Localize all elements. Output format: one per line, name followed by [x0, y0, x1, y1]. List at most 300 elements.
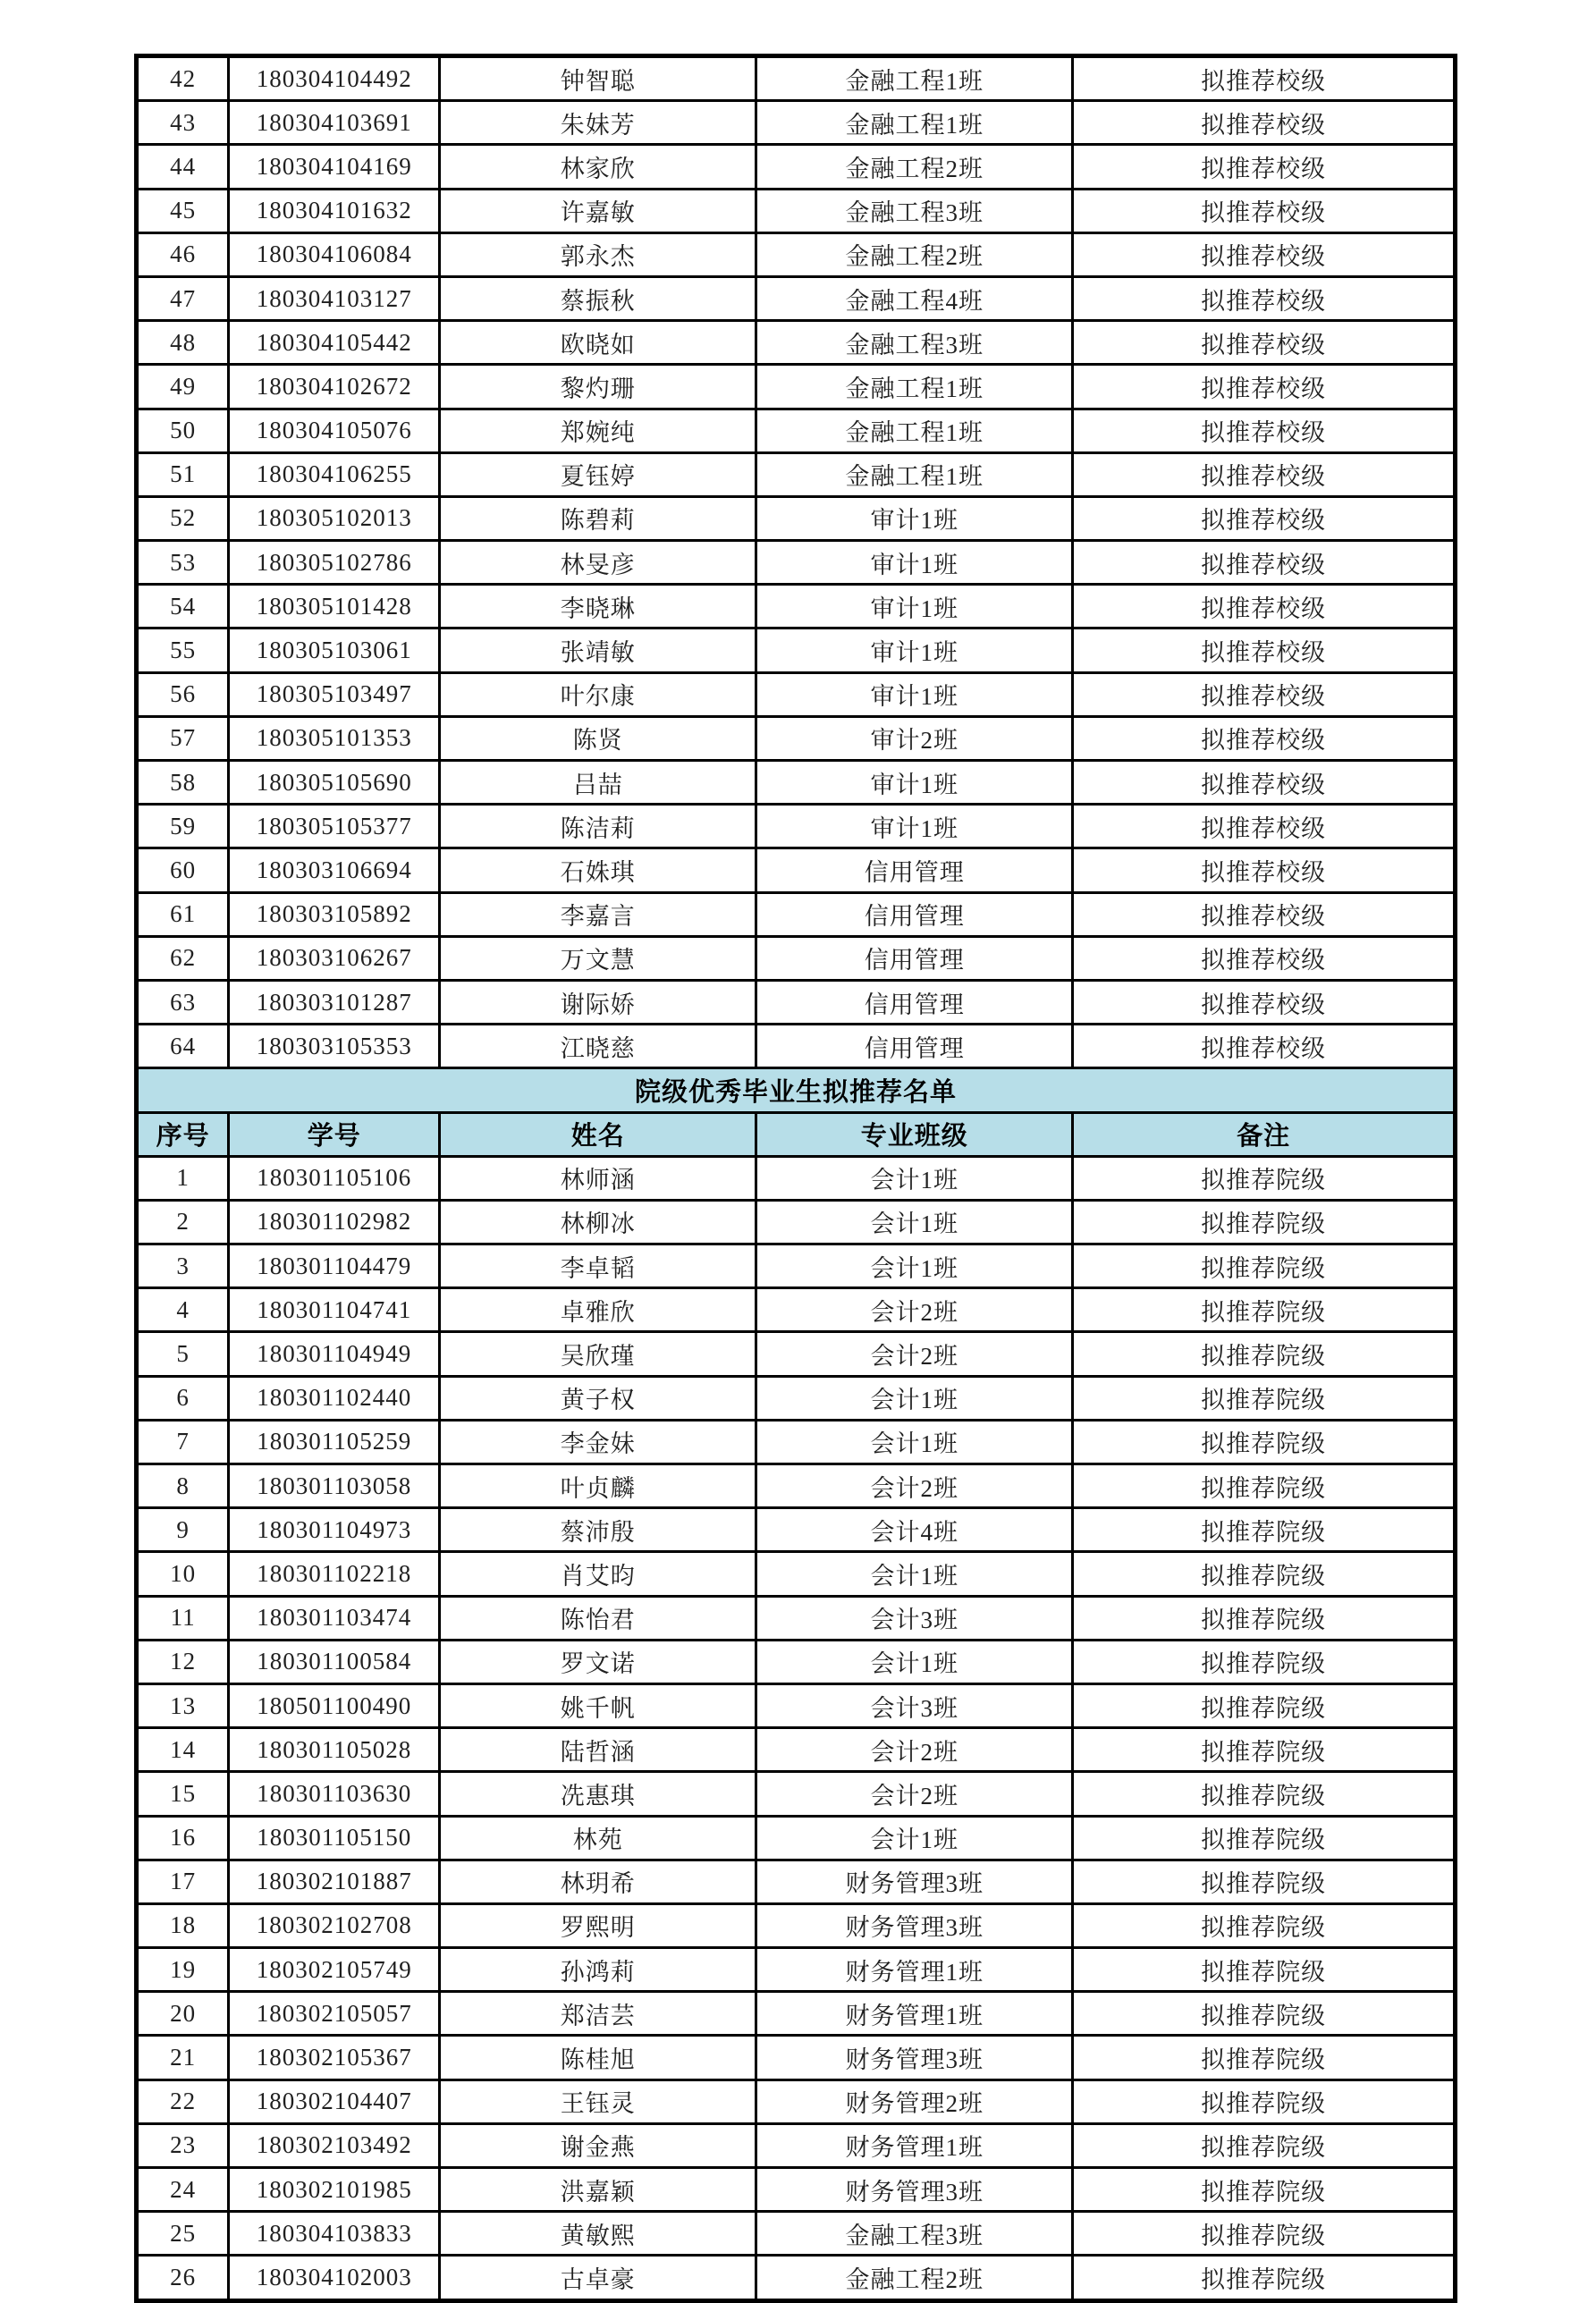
- student-name-cell: 冼惠琪: [440, 1772, 756, 1816]
- table-row: [137, 892, 1456, 936]
- student-id-cell: 180301104973: [229, 1508, 440, 1552]
- remark-cell: 拟推荐院级: [1073, 1772, 1456, 1816]
- student-name-cell: 林旻彦: [440, 541, 756, 585]
- table-row: [137, 56, 1456, 101]
- column-header-class: 专业班级: [756, 1112, 1073, 1156]
- student-id-cell: 180305101428: [229, 585, 440, 628]
- student-name-cell: 蔡沛殷: [440, 1508, 756, 1552]
- remark-cell: 拟推荐院级: [1073, 1156, 1456, 1200]
- row-number-cell: 5: [137, 1332, 229, 1376]
- row-number-cell: 6: [137, 1376, 229, 1420]
- table-row: [137, 936, 1456, 980]
- student-name-cell: 蔡振秋: [440, 276, 756, 320]
- remark-cell: 拟推荐校级: [1073, 892, 1456, 936]
- student-name-cell: 罗文诺: [440, 1640, 756, 1683]
- remark-cell: 拟推荐校级: [1073, 276, 1456, 320]
- student-name-cell: 江晓慈: [440, 1025, 756, 1068]
- table-row: [137, 1903, 1456, 1947]
- student-id-cell: 180305101353: [229, 716, 440, 760]
- remark-cell: 拟推荐院级: [1073, 1728, 1456, 1772]
- table-row: [137, 496, 1456, 540]
- student-id-cell: 180304103691: [229, 101, 440, 145]
- student-name-cell: 陈洁莉: [440, 805, 756, 848]
- student-id-cell: 180303105892: [229, 892, 440, 936]
- student-id-cell: 180301105259: [229, 1420, 440, 1464]
- class-cell: 会计2班: [756, 1728, 1073, 1772]
- class-cell: 财务管理2班: [756, 2079, 1073, 2123]
- student-id-cell: 180304105442: [229, 321, 440, 365]
- student-table: [134, 54, 1457, 2303]
- table-row: [137, 805, 1456, 848]
- student-name-cell: 谢际娇: [440, 980, 756, 1024]
- student-id-cell: 180302104407: [229, 2079, 440, 2123]
- row-number-cell: 7: [137, 1420, 229, 1464]
- table-row: [137, 1992, 1456, 2036]
- class-cell: 审计1班: [756, 805, 1073, 848]
- row-number-cell: 14: [137, 1728, 229, 1772]
- class-cell: 金融工程2班: [756, 2256, 1073, 2300]
- class-cell: 金融工程1班: [756, 452, 1073, 496]
- remark-cell: 拟推荐校级: [1073, 541, 1456, 585]
- section-title-row: [137, 1068, 1456, 1112]
- row-number-cell: 61: [137, 892, 229, 936]
- row-number-cell: 18: [137, 1903, 229, 1947]
- table-row: [137, 1156, 1456, 1200]
- class-cell: 会计3班: [756, 1596, 1073, 1640]
- table-row: [137, 2256, 1456, 2300]
- table-row: [137, 1025, 1456, 1068]
- class-cell: 会计1班: [756, 1816, 1073, 1860]
- student-name-cell: 朱妹芳: [440, 101, 756, 145]
- student-id-cell: 180301102440: [229, 1376, 440, 1420]
- row-number-cell: 43: [137, 101, 229, 145]
- row-number-cell: 13: [137, 1683, 229, 1727]
- column-header-student-name: 姓名: [440, 1112, 756, 1156]
- remark-cell: 拟推荐院级: [1073, 1992, 1456, 2036]
- class-cell: 财务管理3班: [756, 2168, 1073, 2212]
- student-name-cell: 吕喆: [440, 761, 756, 805]
- remark-cell: 拟推荐校级: [1073, 409, 1456, 452]
- student-name-cell: 陈碧莉: [440, 496, 756, 540]
- student-name-cell: 石姝琪: [440, 848, 756, 892]
- class-cell: 财务管理1班: [756, 1992, 1073, 2036]
- student-id-cell: 180305105690: [229, 761, 440, 805]
- student-table-body: [137, 56, 1456, 2301]
- row-number-cell: 53: [137, 541, 229, 585]
- table-row: [137, 232, 1456, 276]
- table-row: [137, 980, 1456, 1024]
- table-row: [137, 452, 1456, 496]
- student-name-cell: 钟智聪: [440, 56, 756, 101]
- row-number-cell: 56: [137, 672, 229, 716]
- student-name-cell: 张靖敏: [440, 628, 756, 672]
- student-id-cell: 180304104169: [229, 145, 440, 189]
- student-name-cell: 林师涵: [440, 1156, 756, 1200]
- student-name-cell: 林玥希: [440, 1860, 756, 1903]
- row-number-cell: 62: [137, 936, 229, 980]
- student-id-cell: 180301104741: [229, 1288, 440, 1332]
- table-row: [137, 2168, 1456, 2212]
- student-id-cell: 180305102786: [229, 541, 440, 585]
- table-row: [137, 628, 1456, 672]
- student-id-cell: 180302105749: [229, 1948, 440, 1992]
- student-id-cell: 180304102003: [229, 2256, 440, 2300]
- remark-cell: 拟推荐院级: [1073, 2079, 1456, 2123]
- remark-cell: 拟推荐院级: [1073, 1683, 1456, 1727]
- remark-cell: 拟推荐院级: [1073, 1244, 1456, 1288]
- student-id-cell: 180305103497: [229, 672, 440, 716]
- table-row: [137, 848, 1456, 892]
- student-id-cell: 180304106084: [229, 232, 440, 276]
- remark-cell: 拟推荐校级: [1073, 848, 1456, 892]
- class-cell: 金融工程1班: [756, 409, 1073, 452]
- class-cell: 财务管理3班: [756, 1903, 1073, 1947]
- table-row: [137, 1860, 1456, 1903]
- student-id-cell: 180304106255: [229, 452, 440, 496]
- student-id-cell: 180304101632: [229, 189, 440, 232]
- class-cell: 信用管理: [756, 892, 1073, 936]
- row-number-cell: 8: [137, 1464, 229, 1508]
- student-id-cell: 180301103058: [229, 1464, 440, 1508]
- column-header-row: [137, 1112, 1456, 1156]
- column-header-student-id: 学号: [229, 1112, 440, 1156]
- table-row: [137, 541, 1456, 585]
- table-row: [137, 1244, 1456, 1288]
- student-name-cell: 陈贤: [440, 716, 756, 760]
- row-number-cell: 44: [137, 145, 229, 189]
- student-name-cell: 李晓琳: [440, 585, 756, 628]
- row-number-cell: 45: [137, 189, 229, 232]
- class-cell: 会计1班: [756, 1200, 1073, 1244]
- student-id-cell: 180303105353: [229, 1025, 440, 1068]
- table-row: [137, 1772, 1456, 1816]
- row-number-cell: 57: [137, 716, 229, 760]
- student-name-cell: 肖艾昀: [440, 1552, 756, 1596]
- row-number-cell: 47: [137, 276, 229, 320]
- row-number-cell: 25: [137, 2212, 229, 2256]
- row-number-cell: 15: [137, 1772, 229, 1816]
- column-header-row-number: 序号: [137, 1112, 229, 1156]
- table-row: [137, 1200, 1456, 1244]
- remark-cell: 拟推荐院级: [1073, 1816, 1456, 1860]
- student-id-cell: 180305103061: [229, 628, 440, 672]
- table-row: [137, 1948, 1456, 1992]
- student-name-cell: 李嘉言: [440, 892, 756, 936]
- class-cell: 审计1班: [756, 761, 1073, 805]
- student-name-cell: 姚千帆: [440, 1683, 756, 1727]
- student-name-cell: 陈桂旭: [440, 2036, 756, 2079]
- remark-cell: 拟推荐院级: [1073, 2123, 1456, 2167]
- class-cell: 财务管理3班: [756, 2036, 1073, 2079]
- class-cell: 金融工程1班: [756, 365, 1073, 409]
- row-number-cell: 42: [137, 56, 229, 101]
- class-cell: 会计2班: [756, 1288, 1073, 1332]
- student-name-cell: 黄子权: [440, 1376, 756, 1420]
- student-name-cell: 欧晓如: [440, 321, 756, 365]
- student-name-cell: 陆哲涵: [440, 1728, 756, 1772]
- column-header-remark: 备注: [1073, 1112, 1456, 1156]
- remark-cell: 拟推荐校级: [1073, 189, 1456, 232]
- student-name-cell: 吴欣瑾: [440, 1332, 756, 1376]
- row-number-cell: 46: [137, 232, 229, 276]
- class-cell: 金融工程3班: [756, 321, 1073, 365]
- table-row: [137, 1464, 1456, 1508]
- class-cell: 会计2班: [756, 1772, 1073, 1816]
- student-id-cell: 180301103630: [229, 1772, 440, 1816]
- row-number-cell: 16: [137, 1816, 229, 1860]
- row-number-cell: 64: [137, 1025, 229, 1068]
- table-row: [137, 1816, 1456, 1860]
- student-id-cell: 180301103474: [229, 1596, 440, 1640]
- student-name-cell: 陈怡君: [440, 1596, 756, 1640]
- table-row: [137, 2123, 1456, 2167]
- table-row: [137, 1596, 1456, 1640]
- class-cell: 金融工程3班: [756, 2212, 1073, 2256]
- row-number-cell: 52: [137, 496, 229, 540]
- class-cell: 金融工程1班: [756, 56, 1073, 101]
- class-cell: 金融工程4班: [756, 276, 1073, 320]
- table-row: [137, 1683, 1456, 1727]
- remark-cell: 拟推荐院级: [1073, 1860, 1456, 1903]
- row-number-cell: 63: [137, 980, 229, 1024]
- remark-cell: 拟推荐院级: [1073, 1948, 1456, 1992]
- student-id-cell: 180302102708: [229, 1903, 440, 1947]
- table-row: [137, 585, 1456, 628]
- table-row: [137, 2079, 1456, 2123]
- row-number-cell: 51: [137, 452, 229, 496]
- class-cell: 会计1班: [756, 1420, 1073, 1464]
- class-cell: 财务管理1班: [756, 2123, 1073, 2167]
- class-cell: 会计3班: [756, 1683, 1073, 1727]
- class-cell: 审计1班: [756, 585, 1073, 628]
- student-id-cell: 180303101287: [229, 980, 440, 1024]
- table-row: [137, 101, 1456, 145]
- student-name-cell: 孙鸿莉: [440, 1948, 756, 1992]
- row-number-cell: 17: [137, 1860, 229, 1903]
- remark-cell: 拟推荐院级: [1073, 1376, 1456, 1420]
- student-id-cell: 180301105028: [229, 1728, 440, 1772]
- student-name-cell: 郑婉纯: [440, 409, 756, 452]
- class-cell: 金融工程3班: [756, 189, 1073, 232]
- remark-cell: 拟推荐校级: [1073, 496, 1456, 540]
- student-id-cell: 180303106267: [229, 936, 440, 980]
- remark-cell: 拟推荐院级: [1073, 1640, 1456, 1683]
- row-number-cell: 22: [137, 2079, 229, 2123]
- class-cell: 审计1班: [756, 672, 1073, 716]
- row-number-cell: 54: [137, 585, 229, 628]
- row-number-cell: 49: [137, 365, 229, 409]
- row-number-cell: 60: [137, 848, 229, 892]
- student-id-cell: 180302105367: [229, 2036, 440, 2079]
- student-name-cell: 洪嘉颖: [440, 2168, 756, 2212]
- student-id-cell: 180302101887: [229, 1860, 440, 1903]
- row-number-cell: 11: [137, 1596, 229, 1640]
- row-number-cell: 26: [137, 2256, 229, 2300]
- student-name-cell: 古卓豪: [440, 2256, 756, 2300]
- remark-cell: 拟推荐院级: [1073, 1332, 1456, 1376]
- student-id-cell: 180305105377: [229, 805, 440, 848]
- table-row: [137, 321, 1456, 365]
- remark-cell: 拟推荐校级: [1073, 980, 1456, 1024]
- student-name-cell: 黎灼珊: [440, 365, 756, 409]
- table-row: [137, 1552, 1456, 1596]
- remark-cell: 拟推荐院级: [1073, 1200, 1456, 1244]
- student-id-cell: 180302101985: [229, 2168, 440, 2212]
- class-cell: 会计1班: [756, 1376, 1073, 1420]
- class-cell: 会计1班: [756, 1156, 1073, 1200]
- class-cell: 审计1班: [756, 628, 1073, 672]
- student-id-cell: 180305102013: [229, 496, 440, 540]
- student-name-cell: 夏钰婷: [440, 452, 756, 496]
- student-id-cell: 180301105150: [229, 1816, 440, 1860]
- student-name-cell: 郭永杰: [440, 232, 756, 276]
- remark-cell: 拟推荐院级: [1073, 2168, 1456, 2212]
- remark-cell: 拟推荐院级: [1073, 1508, 1456, 1552]
- student-name-cell: 黄敏熙: [440, 2212, 756, 2256]
- remark-cell: 拟推荐院级: [1073, 1288, 1456, 1332]
- row-number-cell: 21: [137, 2036, 229, 2079]
- remark-cell: 拟推荐院级: [1073, 1596, 1456, 1640]
- remark-cell: 拟推荐校级: [1073, 716, 1456, 760]
- table-row: [137, 1288, 1456, 1332]
- student-name-cell: 叶贞麟: [440, 1464, 756, 1508]
- student-id-cell: 180301104479: [229, 1244, 440, 1288]
- class-cell: 会计4班: [756, 1508, 1073, 1552]
- student-id-cell: 180301105106: [229, 1156, 440, 1200]
- student-id-cell: 180301104949: [229, 1332, 440, 1376]
- student-name-cell: 郑洁芸: [440, 1992, 756, 2036]
- table-row: [137, 1728, 1456, 1772]
- table-row: [137, 1420, 1456, 1464]
- row-number-cell: 9: [137, 1508, 229, 1552]
- class-cell: 会计1班: [756, 1244, 1073, 1288]
- table-row: [137, 2036, 1456, 2079]
- remark-cell: 拟推荐院级: [1073, 2212, 1456, 2256]
- remark-cell: 拟推荐院级: [1073, 1552, 1456, 1596]
- remark-cell: 拟推荐校级: [1073, 1025, 1456, 1068]
- remark-cell: 拟推荐校级: [1073, 672, 1456, 716]
- row-number-cell: 23: [137, 2123, 229, 2167]
- remark-cell: 拟推荐校级: [1073, 585, 1456, 628]
- remark-cell: 拟推荐校级: [1073, 452, 1456, 496]
- remark-cell: 拟推荐院级: [1073, 1420, 1456, 1464]
- student-name-cell: 万文慧: [440, 936, 756, 980]
- row-number-cell: 58: [137, 761, 229, 805]
- remark-cell: 拟推荐校级: [1073, 761, 1456, 805]
- student-name-cell: 卓雅欣: [440, 1288, 756, 1332]
- row-number-cell: 48: [137, 321, 229, 365]
- student-id-cell: 180304103127: [229, 276, 440, 320]
- class-cell: 信用管理: [756, 980, 1073, 1024]
- student-name-cell: 林苑: [440, 1816, 756, 1860]
- table-row: [137, 716, 1456, 760]
- table-row: [137, 409, 1456, 452]
- class-cell: 审计1班: [756, 496, 1073, 540]
- remark-cell: 拟推荐校级: [1073, 56, 1456, 101]
- remark-cell: 拟推荐校级: [1073, 101, 1456, 145]
- student-id-cell: 180302105057: [229, 1992, 440, 2036]
- table-row: [137, 1332, 1456, 1376]
- student-name-cell: 李卓韬: [440, 1244, 756, 1288]
- remark-cell: 拟推荐院级: [1073, 1903, 1456, 1947]
- student-id-cell: 180301102982: [229, 1200, 440, 1244]
- table-row: [137, 672, 1456, 716]
- class-cell: 信用管理: [756, 848, 1073, 892]
- table-row: [137, 1640, 1456, 1683]
- student-name-cell: 林柳冰: [440, 1200, 756, 1244]
- class-cell: 财务管理1班: [756, 1948, 1073, 1992]
- table-row: [137, 365, 1456, 409]
- class-cell: 金融工程2班: [756, 145, 1073, 189]
- student-name-cell: 叶尔康: [440, 672, 756, 716]
- row-number-cell: 19: [137, 1948, 229, 1992]
- class-cell: 会计1班: [756, 1552, 1073, 1596]
- row-number-cell: 2: [137, 1200, 229, 1244]
- student-id-cell: 180303106694: [229, 848, 440, 892]
- remark-cell: 拟推荐校级: [1073, 936, 1456, 980]
- student-name-cell: 王钰灵: [440, 2079, 756, 2123]
- row-number-cell: 12: [137, 1640, 229, 1683]
- remark-cell: 拟推荐校级: [1073, 628, 1456, 672]
- student-name-cell: 谢金燕: [440, 2123, 756, 2167]
- student-name-cell: 林家欣: [440, 145, 756, 189]
- row-number-cell: 3: [137, 1244, 229, 1288]
- student-id-cell: 180301102218: [229, 1552, 440, 1596]
- student-id-cell: 180304102672: [229, 365, 440, 409]
- student-id-cell: 180501100490: [229, 1683, 440, 1727]
- row-number-cell: 20: [137, 1992, 229, 2036]
- class-cell: 会计1班: [756, 1640, 1073, 1683]
- student-id-cell: 180301100584: [229, 1640, 440, 1683]
- table-row: [137, 189, 1456, 232]
- row-number-cell: 1: [137, 1156, 229, 1200]
- student-id-cell: 180304104492: [229, 56, 440, 101]
- class-cell: 财务管理3班: [756, 1860, 1073, 1903]
- row-number-cell: 50: [137, 409, 229, 452]
- class-cell: 会计2班: [756, 1464, 1073, 1508]
- remark-cell: 拟推荐院级: [1073, 2256, 1456, 2300]
- student-name-cell: 罗熙明: [440, 1903, 756, 1947]
- section-title: 院级优秀毕业生拟推荐名单: [137, 1068, 1456, 1112]
- remark-cell: 拟推荐校级: [1073, 365, 1456, 409]
- row-number-cell: 55: [137, 628, 229, 672]
- row-number-cell: 59: [137, 805, 229, 848]
- class-cell: 金融工程2班: [756, 232, 1073, 276]
- class-cell: 会计2班: [756, 1332, 1073, 1376]
- table-row: [137, 1376, 1456, 1420]
- class-cell: 信用管理: [756, 936, 1073, 980]
- class-cell: 金融工程1班: [756, 101, 1073, 145]
- table-row: [137, 1508, 1456, 1552]
- class-cell: 审计1班: [756, 541, 1073, 585]
- student-id-cell: 180302103492: [229, 2123, 440, 2167]
- remark-cell: 拟推荐校级: [1073, 145, 1456, 189]
- row-number-cell: 24: [137, 2168, 229, 2212]
- student-id-cell: 180304105076: [229, 409, 440, 452]
- student-name-cell: 李金妹: [440, 1420, 756, 1464]
- remark-cell: 拟推荐院级: [1073, 2036, 1456, 2079]
- student-id-cell: 180304103833: [229, 2212, 440, 2256]
- table-row: [137, 276, 1456, 320]
- table-row: [137, 2212, 1456, 2256]
- student-name-cell: 许嘉敏: [440, 189, 756, 232]
- row-number-cell: 4: [137, 1288, 229, 1332]
- class-cell: 审计2班: [756, 716, 1073, 760]
- table-row: [137, 761, 1456, 805]
- row-number-cell: 10: [137, 1552, 229, 1596]
- remark-cell: 拟推荐校级: [1073, 805, 1456, 848]
- remark-cell: 拟推荐院级: [1073, 1464, 1456, 1508]
